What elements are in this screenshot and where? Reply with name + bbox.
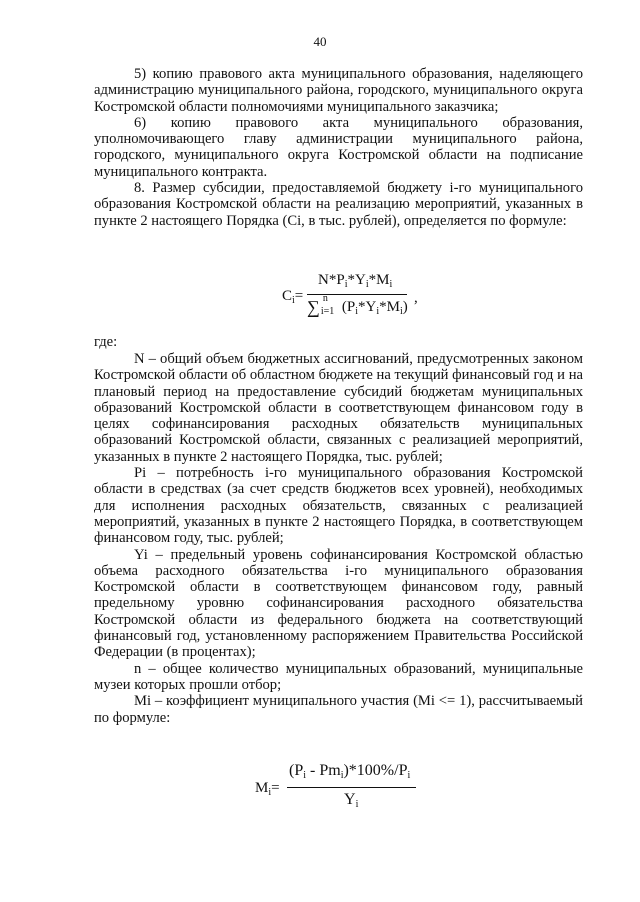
- definition-paragraph: Yi – предельный уровень софинансирования Костромской областью объема расходного обязательства i-го муниципального образования Костромской области в соответствующем финансовом году, равный предельному уровню софинансирования расходного обязательства Костромской области из федерального бюджета на соответствующий финансовый год, установленному распоряжением Правительства Российской Федерации (в процентах);: [94, 546, 583, 661]
- formula-denominator: ∑ n i=1 $(P_i*Y_i*M_i)$: [307, 293, 408, 317]
- formula-numerator: $N*P_i*Y_i*M_i$: [318, 272, 393, 290]
- where-label: где:: [94, 334, 118, 350]
- formula-comma: ,: [414, 290, 418, 306]
- definition-paragraph: N – общий объем бюджетных ассигнований, предусмотренных законом Костромской области об областном бюджете на текущий финансовый год и на плановый период на предоставление субсидий бюджетам муниципальных образований Костромской области в соответствующем финансовом году в целях софинансирования расходных обязательств муниципальных образований Костромской области, связанных с реализацией мероприятий, указанных в пункте 2 настоящего Порядка, тыс. рублей;: [94, 351, 583, 465]
- formula-denominator: $Y_i$: [344, 791, 359, 810]
- text-block-definitions: [94, 351, 583, 726]
- page-number: 40: [313, 34, 327, 49]
- paragraph: 5) копию правового акта муниципального образования, наделяющего администрацию муниципального района, городского, муниципального округа Костромской области полномочиями муниципального заказчика;: [94, 66, 583, 115]
- where-label-block: [94, 334, 583, 350]
- fraction-bar: [287, 787, 416, 788]
- text-block-top: [94, 66, 583, 229]
- formula-numerator: $(P_i - Pm_i)*100\%/P_i$: [289, 762, 411, 781]
- paragraph: 8. Размер субсидии, предоставляемой бюджету i-го муниципального образования Костромской области на реализацию мероприятий, указанных в пункте 2 настоящего Порядка (Ci, в тыс. рублей), определяется по формуле:: [94, 180, 583, 229]
- subsidy-formula: [0, 270, 640, 330]
- definition-paragraph: Mi – коэффициент муниципального участия (Mi <= 1), рассчитываемый по формуле:: [94, 693, 583, 726]
- participation-coefficient-formula: [0, 758, 640, 818]
- paragraph: 6) копию правового акта муниципального образования, уполномочивающего главу администрации муниципального района, городского, муниципального округа Костромской области на подписание муниципального контракта.: [94, 114, 583, 180]
- formula-lhs: $M_i=$: [255, 780, 280, 798]
- formula-lhs: $C_i=$: [282, 288, 304, 306]
- definition-paragraph: Pi – потребность i-го муниципального образования Костромской области в средствах (за счет средств бюджетов всех уровней), необходимых для исполнения расходных обязательств, связанных с реализацией мероприятий, указанных в пункте 2 настоящего Порядка, в соответствующем финансовом году, тыс. рублей;: [94, 465, 583, 547]
- definition-paragraph: n – общее количество муниципальных образований, муниципальные музеи которых прошли отбор;: [94, 660, 583, 693]
